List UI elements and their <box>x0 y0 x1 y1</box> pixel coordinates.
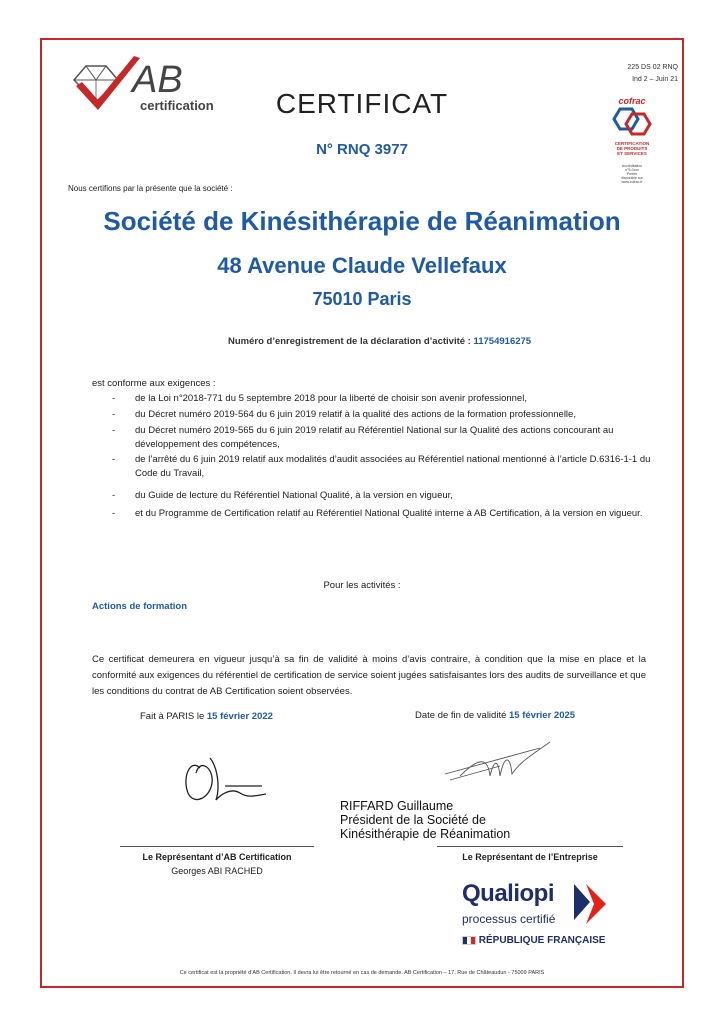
signatory-role: Président de la Société de <box>340 813 486 827</box>
activity-item: Actions de formation <box>92 601 188 612</box>
requirements-list <box>112 392 672 522</box>
qualiopi-arrow-icon <box>572 882 608 931</box>
company-name: Société de Kinésithérapie de Réanimation <box>103 206 621 236</box>
certificate-title: CERTIFICAT <box>275 88 449 119</box>
signature-line-company <box>437 846 623 847</box>
french-flag-icon <box>462 936 476 945</box>
rep-company-title: Le Représentant de l’Entreprise <box>462 852 598 862</box>
requirement-item: - du Décret numéro 2019-565 du 6 juin 2019 relatif au Référentiel National sur la Qualité des actions concourant au développement des compétences, <box>112 424 672 452</box>
requirement-item: - du Guide de lecture du Référentiel National Qualité, à la version en vigueur, <box>112 489 672 503</box>
ref-index: Ind 2 – Juin 21 <box>632 76 678 83</box>
intro-text: Nous certifions par la présente que la société : <box>68 184 233 193</box>
registration-value: 11754916275 <box>473 336 532 347</box>
cofrac-accreditation-line: Portée <box>626 172 638 176</box>
registration-line <box>228 336 531 347</box>
cofrac-line: ET SERVICES <box>617 151 647 156</box>
end-date-value: 15 février 2025 <box>509 710 576 721</box>
validity-paragraph: Ce certificat demeurera en vigueur jusqu’à sa fin de validité à moins d’avis contraire, à condition que la mise en place et la conformité aux exigences du référentiel de certification de service soient jugées satisfaisantes lors des audits de surveillance et que les conditions du contrat de AB Certification soient observées. <box>92 654 646 697</box>
registration-label: Numéro d’enregistrement de la déclaration d’activité : <box>228 336 471 347</box>
company-signature <box>440 736 560 786</box>
company-address-line2: 75010 Paris <box>312 289 412 309</box>
requirement-item: - de la Loi n°2018-771 du 5 septembre 2018 pour la liberté de choisir son avenir professionnel, <box>112 392 672 406</box>
done-at <box>140 711 273 722</box>
cofrac-accreditation-line: Accréditation <box>621 164 643 168</box>
ref-code: 225 DS 02 RNQ <box>627 64 678 71</box>
ab-signature <box>170 738 280 818</box>
cofrac-accreditation-line: n°5-0xxx <box>625 168 639 172</box>
qualiopi-tagline: processus certifié <box>462 912 556 926</box>
republique-label: RÉPUBLIQUE FRANÇAISE <box>478 935 606 946</box>
cofrac-accreditation-line: disponible sur <box>621 176 643 180</box>
svg-text:certification: certification <box>140 98 214 113</box>
footer-note: Ce certificat est la propriété d’AB Certification. Il devra lui être retourné en cas de demande. AB Certification – 17, Rue de Châteaudun - 75009 PARIS <box>179 970 545 976</box>
republique-francaise <box>462 935 605 946</box>
signatory-block <box>340 799 510 841</box>
qualiopi-name: Qualiopi <box>462 880 554 907</box>
conformity-intro: est conforme aux exigences : <box>92 378 216 389</box>
cofrac-name: cofrac <box>618 96 646 106</box>
requirement-item: - de l’arrêté du 6 juin 2019 relatif aux modalités d’audit associées au Référentiel national mentionné à l’article D.6316-1-1 du Code du Travail, <box>112 453 672 481</box>
activities-label: Pour les activités : <box>323 580 401 591</box>
svg-text:AB: AB <box>132 59 183 101</box>
signatory-name: RIFFARD Guillaume <box>340 799 454 813</box>
signatory-role: Kinésithérapie de Réanimation <box>340 827 511 841</box>
signature-line-ab <box>120 846 314 847</box>
document-reference <box>627 62 678 86</box>
cofrac-accreditation-line: www.cofrac.fr <box>621 180 643 184</box>
cofrac-line: DE PRODUITS <box>616 146 648 151</box>
end-date <box>415 710 575 721</box>
requirement-item: - et du Programme de Certification relatif au Référentiel National Qualité interne à AB Certification, à la version en vigueur. <box>112 507 672 521</box>
requirement-item: - du Décret numéro 2019-564 du 6 juin 2019 relatif à la qualité des actions de la formation professionnelle, <box>112 408 672 422</box>
done-at-date: 15 février 2022 <box>206 711 273 722</box>
certificate-number: N° RNQ 3977 <box>316 141 408 158</box>
rep-ab-name: Georges ABI RACHED <box>171 866 263 876</box>
company-address-line1: 48 Avenue Claude Vellefaux <box>217 253 507 278</box>
done-at-label: Fait à PARIS le <box>140 711 205 722</box>
rep-ab-title: Le Représentant d’AB Certification <box>142 852 292 862</box>
end-date-label: Date de fin de validité <box>415 710 507 721</box>
cofrac-line: CERTIFICATION <box>614 141 650 146</box>
